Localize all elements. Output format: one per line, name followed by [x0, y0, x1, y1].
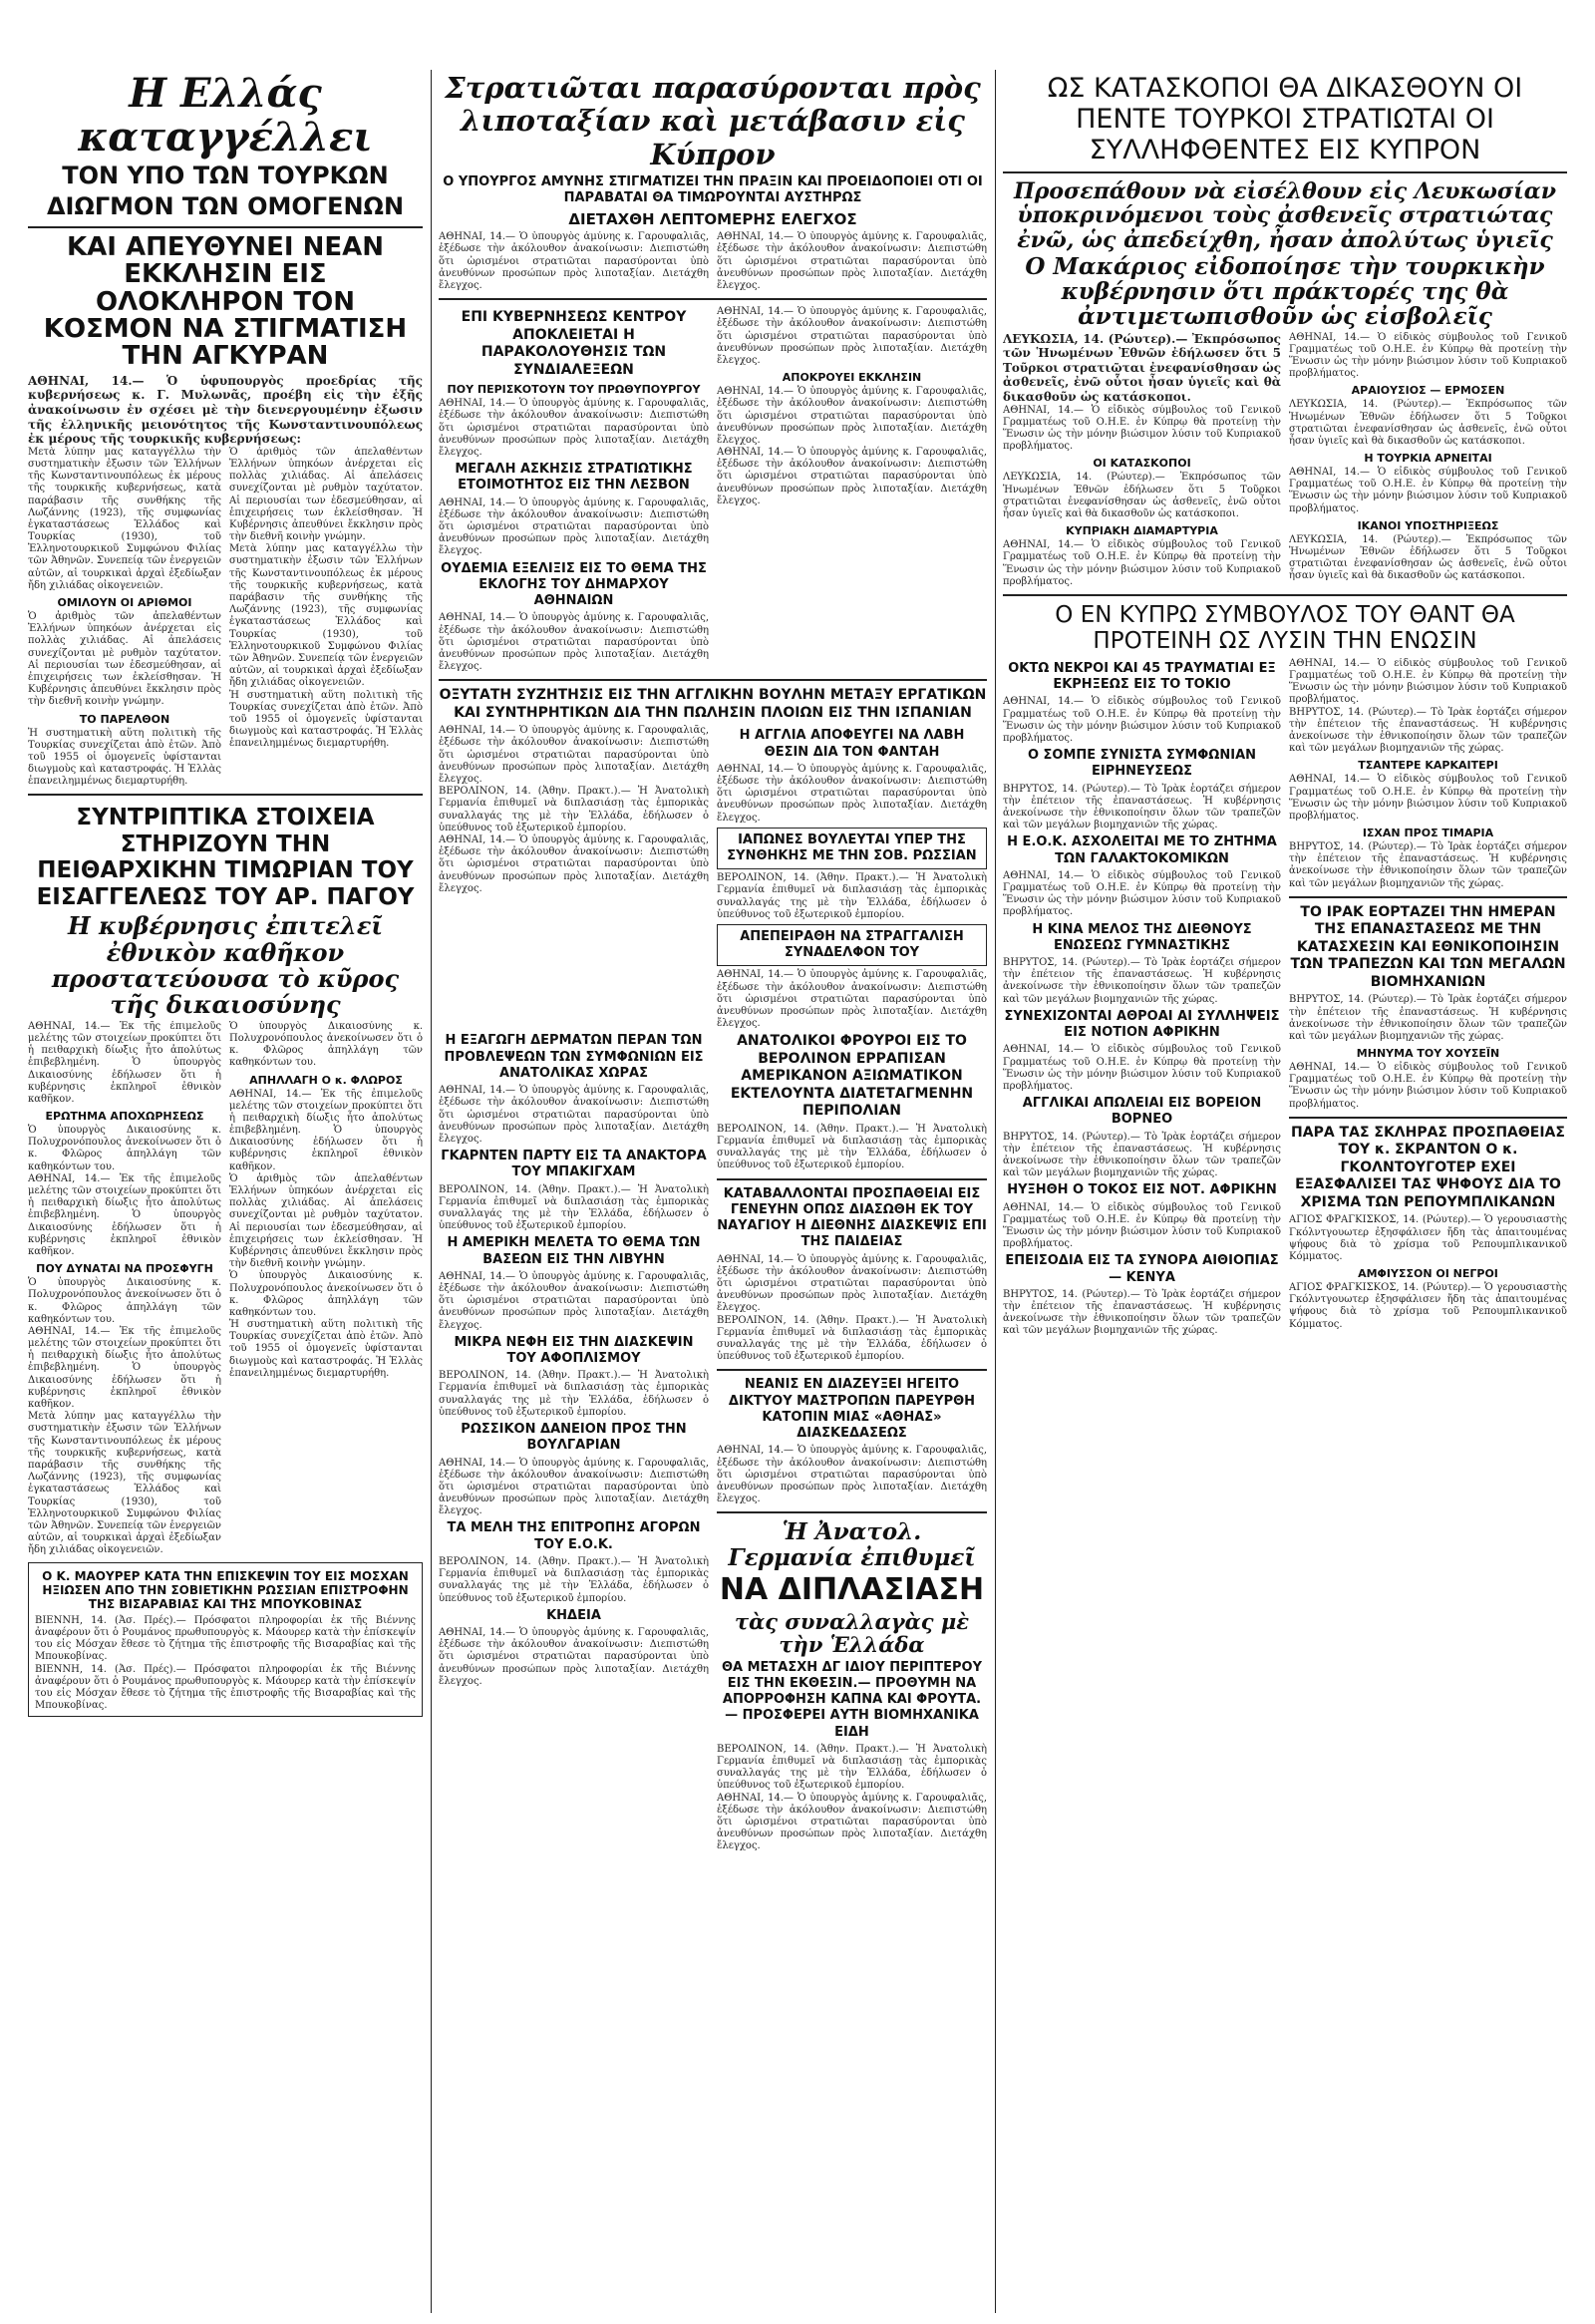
article-body: ΑΘΗΝΑΙ, 14.— Ἐκ τῆς ἐπιμελοῦς μελέτης τῶν στοιχείων προκύπτει ὅτι ἡ πειθαρχικὴ δίωξις ἦτο ἀπολύτως ἐπιβεβλημένη. Ὁ ὑπουργὸς Δικαιοσύνης ἐδήλωσεν ὅτι ἡ κυβέρνησις ἐκπληροῖ ἐθνικὸν καθῆκον. [28, 1172, 221, 1257]
news-col-a [439, 725, 709, 1030]
headline-eec-dairy: Η Ε.Ο.Κ. ΑΣΧΟΛΕΙΤΑΙ ΜΕ ΤΟ ΖΗΤΗΜΑ ΤΩΝ ΓΑΛΑΚΤΟΚΟΜΙΚΩΝ [1007, 834, 1277, 866]
headline-disarmament: ΜΙΚΡΑ ΝΕΦΗ ΕΙΣ ΤΗΝ ΔΙΑΣΚΕΨΙΝ ΤΟΥ ΑΦΟΠΛΙΣΜΟΥ [454, 1334, 694, 1367]
article-columns [28, 447, 423, 789]
article-body: ΛΕΥΚΩΣΙΑ, 14. (Ρώυτερ).— Ἐκπρόσωπος τῶν Ἡνωμένων Ἐθνῶν ἐδήλωσεν ὅτι 5 Τοῦρκοι στρατιῶται ἐνεφανίσθησαν ὡς ἀσθενεῖς, ἐνῶ οὗτοι ἦσαν ὑγιεῖς καὶ θὰ δικασθοῦν ὡς κατάσκοποι. [1289, 399, 1567, 447]
article-body: Ἡ συστηματικὴ αὕτη πολιτικὴ τῆς Τουρκίας συνεχίζεται ἀπὸ ἐτῶν. Ἀπὸ τοῦ 1955 οἱ ὁμογενεῖς ὑφίστανται διωγμοὺς καὶ καταστροφάς. Ἡ Ἑλλὰς ἐπανειλημμένως διεμαρτυρήθη. [229, 1319, 423, 1379]
headline-borneo: ΑΓΓΛΙΚΑΙ ΑΠΩΛΕΙΑΙ ΕΙΣ ΒΟΡΕΙΟΝ ΒΟΡΝΕΟ [1022, 1096, 1262, 1128]
headline-iraq: ΤΟ ΙΡΑΚ ΕΟΡΤΑΖΕΙ ΤΗΝ ΗΜΕΡΑΝ ΤΗΣ ΕΠΑΝΑΣΤΑΣΕΩΣ ΜΕ ΤΗΝ ΚΑΤΑΣΧΕΣΙΝ ΚΑΙ ΕΘΝΙΚΟΠΟΙΗΣΙΝ ΤΩΝ ΤΡΑΠΕΖΩΝ ΚΑΙ ΤΩΝ ΜΕΓΑΛΩΝ ΒΙΟΜΗΧΑΝΙΩΝ [1290, 903, 1566, 990]
article-body: ΒΙΕΝΝΗ, 14. (Ἀσ. Πρές).— Πρόσφατοι πληροφορίαι ἐκ τῆς Βιέννης ἀναφέρουν ὅτι ὁ Ρουμάνος πρωθυπουργὸς κ. Μάουρερ κατὰ τὴν ἐπίσκεψίν του εἰς Μόσχαν ἔθεσε τὸ ζήτημα τῆς ἐπιστροφῆς τῆς Βισαραβίας καὶ τῆς Μπουκοβίνας. [35, 1614, 416, 1663]
subhead: ΙΣΧΑΝ ΠΡΟΣ ΤΙΜΑΡΙΑ [1362, 827, 1494, 840]
article-body: ΒΕΡΟΛΙΝΟΝ, 14. (Ἀθην. Πρακτ.).— Ἡ Ἀνατολικὴ Γερμανία ἐπιθυμεῖ νὰ διπλασιάσῃ τὰς ἐμπορικὰς συναλλαγάς της μὲ τὴν Ἑλλάδα, ἐδήλωσεν ὁ ὑπεύθυνος τοῦ ἐξωτερικοῦ ἐμπορίου. [439, 1183, 709, 1232]
article-body: ΛΕΥΚΩΣΙΑ, 14. (Ρώυτερ).— Ἐκπρόσωπος τῶν Ἡνωμένων Ἐθνῶν ἐδήλωσεν ὅτι 5 Τοῦρκοι στρατιῶται ἐνεφανίσθησαν ὡς ἀσθενεῖς, ἐνῶ οὗτοι ἦσαν ὑγιεῖς καὶ θὰ δικασθοῦν ὡς κατάσκοποι. [1289, 533, 1567, 582]
news-columns [439, 725, 987, 1030]
article-body: Ἡ συστηματικὴ αὕτη πολιτικὴ τῆς Τουρκίας συνεχίζεται ἀπὸ ἐτῶν. Ἀπὸ τοῦ 1955 οἱ ὁμογενεῖς ὑφίστανται διωγμοὺς καὶ καταστροφάς. Ἡ Ἑλλὰς ἐπανειλημμένως διεμαρτυρήθη. [28, 727, 221, 788]
article-body: ΒΕΡΟΛΙΝΟΝ, 14. (Ἀθην. Πρακτ.).— Ἡ Ἀνατολικὴ Γερμανία ἐπιθυμεῖ νὰ διπλασιάσῃ τὰς ἐμπορικὰς συναλλαγάς της μὲ τὴν Ἑλλάδα, ἐδήλωσεν ὁ ὑπεύθυνος τοῦ ἐξωτερικοῦ ἐμπορίου. [717, 1123, 987, 1171]
headline-mayor: ΟΥΔΕΜΙΑ ΕΞΕΛΙΞΙΣ ΕΙΣ ΤΟ ΘΕΜΑ ΤΗΣ ΕΚΛΟΓΗΣ ΤΟΥ ΔΗΜΑΡΧΟΥ ΑΘΗΝΑΙΩΝ [441, 560, 707, 609]
article-col-b [229, 447, 423, 789]
divider [439, 298, 987, 300]
article-col-a [28, 1021, 221, 1557]
article-body: ΑΘΗΝΑΙ, 14.— Ὁ ὑπουργὸς ἀμύνης κ. Γαρουφαλιᾶς, ἐξέδωσε τὴν ἀκόλουθον ἀνακοίνωσιν: Διεπιστώθη ὅτι ὠρισμένοι στρατιῶται παρασύρονται ὑπὸ ἀνευθύνων προσώπων πρὸς λιποταξίαν. Διετάχθη ἔλεγχος. [717, 231, 987, 292]
article-body: ΒΕΡΟΛΙΝΟΝ, 14. (Ἀθην. Πρακτ.).— Ἡ Ἀνατολικὴ Γερμανία ἐπιθυμεῖ νὰ διπλασιάσῃ τὰς ἐμπορικὰς συναλλαγάς της μὲ τὴν Ἑλλάδα, ἐδήλωσεν ὁ ὑπεύθυνος τοῦ ἐξωτερικοῦ ἐμπορίου. [717, 872, 987, 920]
divider [1289, 896, 1567, 898]
article-body: ΒΗΡΥΤΟΣ, 14. (Ρώυτερ).— Τὸ Ἰρὰκ ἑορτάζει σήμερον τὴν ἐπέτειον τῆς ἐπαναστάσεως. Ἡ κυβέρνησις ἀνεκοίνωσε τὴν ἐθνικοποίησιν ὅλων τῶν τραπεζῶν καὶ τῶν μεγάλων βιομηχανιῶν τῆς χώρας. [1289, 994, 1567, 1042]
article-body: ΒΕΡΟΛΙΝΟΝ, 14. (Ἀθην. Πρακτ.).— Ἡ Ἀνατολικὴ Γερμανία ἐπιθυμεῖ νὰ διπλασιάσῃ τὰς ἐμπορικὰς συναλλαγάς της μὲ τὴν Ἑλλάδα, ἐδήλωσεν ὁ ὑπεύθυνος τοῦ ἐξωτερικοῦ ἐμπορίου. [439, 786, 709, 833]
subhead: ΤΟ ΠΑΡΕΛΘΟΝ [79, 712, 170, 726]
article-body: ΑΘΗΝΑΙ, 14.— Ἐκ τῆς ἐπιμελοῦς μελέτης τῶν στοιχείων προκύπτει ὅτι ἡ πειθαρχικὴ δίωξις ἦτο ἀπολύτως ἐπιβεβλημένη. Ὁ ὑπουργὸς Δικαιοσύνης ἐδήλωσεν ὅτι ἡ κυβέρνησις ἐκπληροῖ ἐθνικὸν καθῆκον. [28, 1325, 221, 1411]
article-body: ΑΘΗΝΑΙ, 14.— Ὁ εἰδικὸς σύμβουλος τοῦ Γενικοῦ Γραμματέως τοῦ Ο.Η.Ε. ἐν Κύπρῳ θὰ προτείνῃ τὴν Ἕνωσιν ὡς τὴν μόνην βιώσιμον λύσιν τοῦ Κυπριακοῦ προβλήματος. [1289, 1062, 1567, 1110]
column-divider [431, 70, 432, 2313]
article-lead: ΑΘΗΝΑΙ, 14.— Ὁ ὑφυπουργὸς προεδρίας τῆς κυβερνήσεως κ. Γ. Μυλωνᾶς, προέβη εἰς τὴν ἑξῆς ἀνακοίνωσιν ἐν σχέσει μὲ τὴν διενεργουμένην ἐξωσιν τῆς ἑλληνικῆς μειονότητος τῆς Κωνσταντινουπόλεως ἐκ μέρους τῆς τουρκικῆς κυβερνήσεως: [28, 373, 423, 447]
article-turkish-spies [1003, 70, 1567, 588]
article-body: ΑΘΗΝΑΙ, 14.— Ὁ ὑπουργὸς ἀμύνης κ. Γαρουφαλιᾶς, ἐξέδωσε τὴν ἀκόλουθον ἀνακοίνωσιν: Διεπιστώθη ὅτι ὠρισμένοι στρατιῶται παρασύρονται ὑπὸ ἀνευθύνων προσώπων πρὸς λιποταξίαν. Διετάχθη ἔλεγχος. [439, 725, 709, 786]
boxed-article-maurer [28, 1562, 423, 1717]
headline-deserters: Στρατιῶται παρασύρονται πρὸς λιποταξίαν καὶ μετάβασιν εἰς Κύπρον [445, 71, 981, 171]
subhead: ΚΥΠΡΙΑΚΗ ΔΙΑΜΑΡΤΥΡΙΑ [1066, 524, 1218, 538]
headline-east-germany: Ἡ Ἀνατολ. Γερμανία ἐπιθυμεῖ [728, 1518, 976, 1571]
subhead: ΑΠΟΚΡΟΥΕΙ ΕΚΚΛΗΣΙΝ [782, 371, 922, 385]
headline-russian-loan: ΡΩΣΣΙΚΟΝ ΔΑΝΕΙΟΝ ΠΡΟΣ ΤΗΝ ΒΟΥΛΓΑΡΙΑΝ [461, 1422, 687, 1454]
headline-south-africa-arrests: ΣΥΝΕΧΙΖΟΝΤΑΙ ΑΘΡΟΑΙ ΑΙ ΣΥΛΛΗΨΕΙΣ ΕΙΣ ΝΟΤΙΟΝ ΑΦΡΙΚΗΝ [1004, 1008, 1280, 1041]
headline-nicosia: Προσεπάθουν νὰ εἰσέλθουν εἰς Λευκωσίαν ὑποκρινόμενοι τοὺς ἀσθενεῖς στρατιώτας ἐνῶ, ὡς ἀπεδείχθη, ἦσαν ἀπολύτως ὑγιεῖς [1014, 178, 1556, 253]
article-body: Ἡ συστηματικὴ αὕτη πολιτικὴ τῆς Τουρκίας συνεχίζεται ἀπὸ ἐτῶν. Ἀπὸ τοῦ 1955 οἱ ὁμογενεῖς ὑφίστανται διωγμοὺς καὶ καταστροφάς. Ἡ Ἑλλὰς ἐπανειλημμένως διεμαρτυρήθη. [229, 689, 423, 750]
headline-government-duty: Η κυβέρνησις ἐπιτελεῖ ἐθνικὸν καθῆκον προστατεύουσα τὸ κῦρος τῆς δικαιοσύνης [51, 911, 400, 1020]
news-columns [1003, 658, 1567, 1338]
article-body: ΑΘΗΝΑΙ, 14.— Ὁ εἰδικὸς σύμβουλος τοῦ Γενικοῦ Γραμματέως τοῦ Ο.Η.Ε. ἐν Κύπρῳ θὰ προτείνῃ τὴν Ἕνωσιν ὡς τὴν μόνην βιώσιμον λύσιν τοῦ Κυπριακοῦ προβλήματος. [1003, 1044, 1281, 1092]
news-col-b [717, 306, 987, 673]
article-deserters [439, 70, 987, 292]
article-body: Ὁ ἀριθμὸς τῶν ἀπελαθέντων Ἑλλήνων ὑπηκόων ἀνέρχεται εἰς πολλὰς χιλιάδας. Αἱ ἀπελάσεις συνεχίζονται μὲ ρυθμὸν ταχύτατον. Αἱ περιουσίαι των ἐδεσμεύθησαν, αἱ ἐπιχειρήσεις των ἐκλείσθησαν. Ἡ Κυβέρνησις ἀπευθύνει ἔκκλησιν πρὸς τὴν διεθνῆ κοινὴν γνώμην. [229, 446, 423, 543]
article-body: ΑΘΗΝΑΙ, 14.— Ὁ ὑπουργὸς ἀμύνης κ. Γαρουφαλιᾶς, ἐξέδωσε τὴν ἀκόλουθον ἀνακοίνωσιν: Διεπιστώθη ὅτι ὠρισμένοι στρατιῶται παρασύρονται ὑπὸ ἀνευθύνων προσώπων πρὸς λιποταξίαν. Διετάχθη ἔλεγχος. [439, 231, 709, 292]
headline-tokyo-explosion: ΟΚΤΩ ΝΕΚΡΟΙ ΚΑΙ 45 ΤΡΑΥΜΑΤΙΑΙ ΕΞ ΕΚΡΗΞΕΩΣ ΕΙΣ ΤΟ ΤΟΚΙΟ [1008, 660, 1276, 693]
right-column [1003, 70, 1567, 2313]
article-body: ΑΓΙΟΣ ΦΡΑΓΚΙΣΚΟΣ, 14. (Ρώυτερ).— Ὁ γερουσιαστὴς Γκόλντγουωτερ ἐξησφάλισεν ἤδη τὰς ἀπαιτουμένας ψήφους διὰ τὸ χρίσμα τοῦ Ρεπουμπλικανικοῦ Κόμματος. [1289, 1282, 1567, 1330]
subhead: ΠΟΥ ΔΥΝΑΤΑΙ ΝΑ ΠΡΟΣΦΥΓΗ [36, 1262, 213, 1276]
subhead: ΜΗΝΥΜΑ ΤΟΥ ΧΟΥΣΕΪΝ [1356, 1047, 1500, 1061]
article-body: ΑΘΗΝΑΙ, 14.— Ὁ ὑπουργὸς ἀμύνης κ. Γαρουφαλιᾶς, ἐξέδωσε τὴν ἀκόλουθον ἀνακοίνωσιν: Διεπιστώθη ὅτι ὠρισμένοι στρατιῶται παρασύρονται ὑπὸ ἀνευθύνων προσώπων πρὸς λιποταξίαν. Διετάχθη ἔλεγχος. [439, 398, 709, 458]
article-columns [28, 1021, 423, 1557]
news-col-a [1003, 658, 1281, 1338]
article-lead: ΛΕΥΚΩΣΙΑ, 14. (Ρώυτερ).— Ἐκπρόσωπος τῶν Ἡνωμένων Ἐθνῶν ἐδήλωσεν ὅτι 5 Τοῦρκοι στρατιῶται ἐνεφανίσθησαν ὡς ἀσθενεῖς, ἐνῶ οὗτοι ἦσαν ὑγιεῖς καὶ θὰ δικασθοῦν ὡς κατάσκοποι. [1003, 331, 1281, 405]
article-body: ΑΘΗΝΑΙ, 14.— Ὁ ὑπουργὸς ἀμύνης κ. Γαρουφαλιᾶς, ἐξέδωσε τὴν ἀκόλουθον ἀνακοίνωσιν: Διεπιστώθη ὅτι ὠρισμένοι στρατιῶται παρασύρονται ὑπὸ ἀνευθύνων προσώπων πρὸς λιποταξίαν. Διετάχθη ἔλεγχος. [717, 306, 987, 366]
article-body: ΒΗΡΥΤΟΣ, 14. (Ρώυτερ).— Τὸ Ἰρὰκ ἑορτάζει σήμερον τὴν ἐπέτειον τῆς ἐπαναστάσεως. Ἡ κυβέρνησις ἀνεκοίνωσε τὴν ἐθνικοποίησιν ὅλων τῶν τραπεζῶν καὶ τῶν μεγάλων βιομηχανιῶν τῆς χώρας. [1289, 841, 1567, 889]
headline-maurer: Ο Κ. ΜΑΟΥΡΕΡ ΚΑΤΑ ΤΗΝ ΕΠΙΣΚΕΨΙΝ ΤΟΥ ΕΙΣ ΜΟΣΧΑΝ ΗΞΙΩΣΕΝ ΑΠΟ ΤΗΝ ΣΟΒΙΕΤΙΚΗΝ ΡΩΣΣΙΑΝ ΕΠΙΣΤΡΟΦΗΝ ΤΗΣ ΒΙΣΑΡΑΒΙΑΣ ΚΑΙ ΤΗΣ ΜΠΟΥΚΟΒΙΝΑΣ [42, 1569, 409, 1612]
news-col-a [439, 306, 709, 673]
headline-ethiopia-kenya: ΕΠΕΙΣΟΔΙΑ ΕΙΣ ΤΑ ΣΥΝΟΡΑ ΑΙΘΙΟΠΙΑΣ — ΚΕΝΥΑ [1005, 1253, 1279, 1285]
headline-berlin-guards: ΑΝΑΤΟΛΙΚΟΙ ΦΡΟΥΡΟΙ ΕΙΣ ΤΟ ΒΕΡΟΛΙΝΟΝ ΕΡΡΑΠΙΣΑΝ ΑΜΕΡΙΚΑΝΟΝ ΑΞΙΩΜΑΤΙΚΟΝ ΕΚΤΕΛΟΥΝΤΑ ΔΙΑΤΕΤΑΓΜΕΝΗΝ ΠΕΡΙΠΟΛΙΑΝ [730, 1033, 974, 1120]
article-body: ΑΘΗΝΑΙ, 14.— Ὁ εἰδικὸς σύμβουλος τοῦ Γενικοῦ Γραμματέως τοῦ Ο.Η.Ε. ἐν Κύπρῳ θὰ προτείνῃ τὴν Ἕνωσιν ὡς τὴν μόνην βιώσιμον λύσιν τοῦ Κυπριακοῦ προβλήματος. [1003, 539, 1281, 587]
article-body: ΑΘΗΝΑΙ, 14.— Ὁ ὑπουργὸς ἀμύνης κ. Γαρουφαλιᾶς, ἐξέδωσε τὴν ἀκόλουθον ἀνακοίνωσιν: Διεπιστώθη ὅτι ὠρισμένοι στρατιῶται παρασύρονται ὑπὸ ἀνευθύνων προσώπων πρὸς λιποταξίαν. Διετάχθη ἔλεγχος. [439, 1270, 709, 1331]
subhead: ΠΟΥ ΠΕΡΙΣΚΟΤΟΥΝ ΤΟΥ ΠΡΩΘΥΠΟΥΡΓΟΥ [447, 383, 701, 397]
article-body: ΑΘΗΝΑΙ, 14.— Ὁ εἰδικὸς σύμβουλος τοῦ Γενικοῦ Γραμματέως τοῦ Ο.Η.Ε. ἐν Κύπρῳ θὰ προτείνῃ τὴν Ἕνωσιν ὡς τὴν μόνην βιώσιμον λύσιν τοῦ Κυπριακοῦ προβλήματος. [1289, 331, 1567, 380]
article-body: ΒΕΡΟΛΙΝΟΝ, 14. (Ἀθην. Πρακτ.).— Ἡ Ἀνατολικὴ Γερμανία ἐπιθυμεῖ νὰ διπλασιάσῃ τὰς ἐμπορικὰς συναλλαγάς της μὲ τὴν Ἑλλάδα, ἐδήλωσεν ὁ ὑπεύθυνος τοῦ ἐξωτερικοῦ ἐμπορίου. [439, 1555, 709, 1604]
article-body: ΒΕΡΟΛΙΝΟΝ, 14. (Ἀθην. Πρακτ.).— Ἡ Ἀνατολικὴ Γερμανία ἐπιθυμεῖ νὰ διπλασιάσῃ τὰς ἐμπορικὰς συναλλαγάς της μὲ τὴν Ἑλλάδα, ἐδήλωσεν ὁ ὑπεύθυνος τοῦ ἐξωτερικοῦ ἐμπορίου. [717, 1314, 987, 1363]
middle-column [439, 70, 987, 2313]
subhead: ΟΙ ΚΑΤΑΣΚΟΠΟΙ [1093, 457, 1191, 471]
article-columns [439, 231, 987, 292]
headline-makarios: Ο Μακάριος εἰδοποίησε τὴν τουρκικὴν κυβέρνησιν ὅτι πράκτορές της θὰ ἀντιμετωπισθοῦν ὡς εἰσβολεῖς [1025, 252, 1545, 331]
article-body: ΒΗΡΥΤΟΣ, 14. (Ρώυτερ).— Τὸ Ἰρὰκ ἑορτάζει σήμερον τὴν ἐπέτειον τῆς ἐπαναστάσεως. Ἡ κυβέρνησις ἀνεκοίνωσε τὴν ἐθνικοποίησιν ὅλων τῶν τραπεζῶν καὶ τῶν μεγάλων βιομηχανιῶν τῆς χώρας. [1289, 706, 1567, 755]
article-body: ΛΕΥΚΩΣΙΑ, 14. (Ρώυτερ).— Ἐκπρόσωπος τῶν Ἡνωμένων Ἐθνῶν ἐδήλωσεν ὅτι 5 Τοῦρκοι στρατιῶται ἐνεφανίσθησαν ὡς ἀσθενεῖς, ἐνῶ οὗτοι ἦσαν ὑγιεῖς καὶ θὰ δικασθοῦν ὡς κατάσκοποι. [1003, 472, 1281, 520]
article-columns [1003, 332, 1567, 588]
divider [439, 679, 987, 681]
headline-double: ΝΑ ΔΙΠΛΑΣΙΑΣΗ [719, 1571, 985, 1607]
headline-japanese-mps: ΙΑΠΩΝΕΣ ΒΟΥΛΕΥΤΑΙ ΥΠΕΡ ΤΗΣ ΣΥΝΘΗΚΗΣ ΜΕ ΤΗΝ ΣΟΒ. ΡΩΣΣΙΑΝ [717, 828, 987, 870]
headline-leather-export: Η ΕΞΑΓΩΓΗ ΔΕΡΜΑΤΩΝ ΠΕΡΑΝ ΤΩΝ ΠΡΟΒΛΕΨΕΩΝ ΤΩΝ ΣΥΜΦΩΝΙΩΝ ΕΙΣ ΑΝΑΤΟΛΙΚΑΣ ΧΩΡΑΣ [444, 1033, 704, 1081]
news-col-b [717, 1030, 987, 1852]
article-body: ΑΘΗΝΑΙ, 14.— Ὁ ὑπουργὸς ἀμύνης κ. Γαρουφαλιᾶς, ἐξέδωσε τὴν ἀκόλουθον ἀνακοίνωσιν: Διεπιστώθη ὅτι ὠρισμένοι στρατιῶται παρασύρονται ὑπὸ ἀνευθύνων προσώπων πρὸς λιποταξίαν. Διετάχθη ἔλεγχος. [717, 386, 987, 446]
subhead: ΑΠΗΛΛΑΓΗ Ο κ. ΦΛΩΡΟΣ [249, 1073, 403, 1087]
article-body: ΒΙΕΝΝΗ, 14. (Ἀσ. Πρές).— Πρόσφατοι πληροφορίαι ἐκ τῆς Βιέννης ἀναφέρουν ὅτι ὁ Ρουμάνος πρωθυπουργὸς κ. Μάουρερ κατὰ τὴν ἐπίσκεψίν του εἰς Μόσχαν ἔθεσε τὸ ζήτημα τῆς ἐπιστροφῆς τῆς Βισαραβίας καὶ τῆς Μπουκοβίνας. [35, 1663, 416, 1712]
article-body: ΑΘΗΝΑΙ, 14.— Ὁ ὑπουργὸς ἀμύνης κ. Γαρουφαλιᾶς, ἐξέδωσε τὴν ἀκόλουθον ἀνακοίνωσιν: Διεπιστώθη ὅτι ὠρισμένοι στρατιῶται παρασύρονται ὑπὸ ἀνευθύνων προσώπων πρὸς λιποταξίαν. Διετάχθη ἔλεγχος. [717, 1792, 987, 1852]
article-body: ΑΘΗΝΑΙ, 14.— Ὁ ὑπουργὸς ἀμύνης κ. Γαρουφαλιᾶς, ἐξέδωσε τὴν ἀκόλουθον ἀνακοίνωσιν: Διεπιστώθη ὅτι ὠρισμένοι στρατιῶται παρασύρονται ὑπὸ ἀνευθύνων προσώπων πρὸς λιποταξίαν. Διετάχθη ἔλεγχος. [439, 1457, 709, 1517]
article-body: ΑΓΙΟΣ ΦΡΑΓΚΙΣΚΟΣ, 14. (Ρώυτερ).— Ὁ γερουσιαστὴς Γκόλντγουωτερ ἐξησφάλισεν ἤδη τὰς ἀπαιτουμένας ψήφους διὰ τὸ χρίσμα τοῦ Ρεπουμπλικανικοῦ Κόμματος. [1289, 1214, 1567, 1262]
divider [1003, 594, 1567, 596]
article-body: ΑΘΗΝΑΙ, 14.— Ὁ εἰδικὸς σύμβουλος τοῦ Γενικοῦ Γραμματέως τοῦ Ο.Η.Ε. ἐν Κύπρῳ θὰ προτείνῃ τὴν Ἕνωσιν ὡς τὴν μόνην βιώσιμον λύσιν τοῦ Κυπριακοῦ προβλήματος. [1289, 657, 1567, 706]
news-columns [439, 1030, 987, 1852]
article-body: ΑΘΗΝΑΙ, 14.— Ὁ ὑπουργὸς ἀμύνης κ. Γαρουφαλιᾶς, ἐξέδωσε τὴν ἀκόλουθον ἀνακοίνωσιν: Διεπιστώθη ὅτι ὠρισμένοι στρατιῶται παρασύρονται ὑπὸ ἀνευθύνων προσώπων πρὸς λιποταξίαν. Διετάχθη ἔλεγχος. [717, 447, 987, 506]
article-col-a [439, 231, 709, 292]
article-body: ΒΗΡΥΤΟΣ, 14. (Ρώυτερ).— Τὸ Ἰρὰκ ἑορτάζει σήμερον τὴν ἐπέτειον τῆς ἐπαναστάσεως. Ἡ κυβέρνησις ἀνεκοίνωσε τὴν ἐθνικοποίησιν ὅλων τῶν τραπεζῶν καὶ τῶν μεγάλων βιομηχανιῶν τῆς χώρας. [1003, 1131, 1281, 1179]
subhead: ΤΣΑΝΤΕΡΕ ΚΑΡΚΑΙΤΕΡΙ [1358, 759, 1498, 773]
headline-eec-committee: ΤΑ ΜΕΛΗ ΤΗΣ ΕΠΙΤΡΟΠΗΣ ΑΓΟΡΩΝ ΤΟΥ Ε.Ο.Κ. [447, 1520, 701, 1552]
article-body: Ὁ ὑπουργὸς Δικαιοσύνης κ. Πολυχρονόπουλος ἀνεκοίνωσεν ὅτι ὁ κ. Φλῶρος ἀπηλλάγη τῶν καθηκόντων του. [28, 1125, 221, 1172]
article-body: ΒΗΡΥΤΟΣ, 14. (Ρώυτερ).— Τὸ Ἰρὰκ ἑορτάζει σήμερον τὴν ἐπέτειον τῆς ἐπαναστάσεως. Ἡ κυβέρνησις ἀνεκοίνωσε τὴν ἐθνικοποίησιν ὅλων τῶν τραπεζῶν καὶ τῶν μεγάλων βιομηχανιῶν τῆς χώρας. [1003, 957, 1281, 1005]
article-body: ΑΘΗΝΑΙ, 14.— Ὁ ὑπουργὸς ἀμύνης κ. Γαρουφαλιᾶς, ἐξέδωσε τὴν ἀκόλουθον ἀνακοίνωσιν: Διεπιστώθη ὅτι ὠρισμένοι στρατιῶται παρασύρονται ὑπὸ ἀνευθύνων προσώπων πρὸς λιποταξίαν. Διετάχθη ἔλεγχος. [717, 1445, 987, 1505]
article-body: Ὁ ὑπουργὸς Δικαιοσύνης κ. Πολυχρονόπουλος ἀνεκοίνωσεν ὅτι ὁ κ. Φλῶρος ἀπηλλάγη τῶν καθηκόντων του. [28, 1277, 221, 1325]
headline-garden-party: ΓΚΑΡΝΤΕΝ ΠΑΡΤΥ ΕΙΣ ΤΑ ΑΝΑΚΤΟΡΑ ΤΟΥ ΜΠΑΚΙΓΧΑΜ [441, 1149, 707, 1180]
headline-lesvos: ΜΕΓΑΛΗ ΑΣΚΗΣΙΣ ΣΤΡΑΤΙΩΤΙΚΗΣ ΕΤΟΙΜΟΤΗΤΟΣ ΕΙΣ ΤΗΝ ΛΕΣΒΟΝ [455, 462, 693, 494]
article-body: ΒΗΡΥΤΟΣ, 14. (Ρώυτερ).— Τὸ Ἰρὰκ ἑορτάζει σήμερον τὴν ἐπέτειον τῆς ἐπαναστάσεως. Ἡ κυβέρνησις ἀνεκοίνωσε τὴν ἐθνικοποίησιν ὅλων τῶν τραπεζῶν καὶ τῶν μεγάλων βιομηχανιῶν τῆς χώρας. [1003, 783, 1281, 831]
headline-turkish: ΤΟΝ ΥΠΟ ΤΩΝ ΤΟΥΡΚΩΝ [62, 162, 389, 189]
subheadline: Ο ΥΠΟΥΡΓΟΣ ΑΜΥΝΗΣ ΣΤΙΓΜΑΤΙΖΕΙ ΤΗΝ ΠΡΑΞΙΝ ΚΑΙ ΠΡΟΕΙΔΟΠΟΙΕΙ ΟΤΙ ΟΙ ΠΑΡΑΒΑΤΑΙ ΘΑ ΤΙΜΩΡΟΥΝΤΑΙ ΑΥΣΤΗΡΩΣ [443, 174, 983, 206]
article-body: ΑΘΗΝΑΙ, 14.— Ὁ ὑπουργὸς ἀμύνης κ. Γαρουφαλιᾶς, ἐξέδωσε τὴν ἀκόλουθον ἀνακοίνωσιν: Διεπιστώθη ὅτι ὠρισμένοι στρατιῶται παρασύρονται ὑπὸ ἀνευθύνων προσώπων πρὸς λιποταξίαν. Διετάχθη ἔλεγχος. [439, 1085, 709, 1145]
column-divider [995, 70, 996, 2313]
article-col-b [717, 231, 987, 292]
headline-british-parliament: ΟΞΥΤΑΤΗ ΣΥΖΗΤΗΣΙΣ ΕΙΣ ΤΗΝ ΑΓΓΛΙΚΗΝ ΒΟΥΛΗΝ ΜΕΤΑΞΥ ΕΡΓΑΤΙΚΩΝ ΚΑΙ ΣΥΝΤΗΡΗΤΙΚΩΝ ΔΙΑ ΤΗΝ ΠΩΛΗΣΙΝ ΠΛΟΙΩΝ ΕΙΣ ΤΗΝ ΙΣΠΑΝΙΑΝ [439, 687, 987, 721]
subhead: ΟΜΙΛΟΥΝ ΟΙ ΑΡΙΘΜΟΙ [57, 596, 192, 610]
news-col-b [717, 725, 987, 1030]
article-body: Μετὰ λύπην μας καταγγέλλω τὴν συστηματικὴν ἐξωσιν τῶν Ἑλλήνων τῆς Κωνσταντινουπόλεως ἐκ μέρους τῆς τουρκικῆς κυβερνήσεως, κατὰ παράβασιν τῆς συνθήκης τῆς Λωζάννης (1923), τῆς συμφωνίας ἐγκαταστάσεως Ἑλλάδος καὶ Τουρκίας (1930), τοῦ Ἑλληνοτουρκικοῦ Συμφώνου Φιλίας τῶν Ἀθηνῶν. Συνεπείᾳ τῶν ἐνεργειῶν αὐτῶν, αἱ τουρκικαὶ ἀρχαὶ ἐξεδίωξαν ἤδη χιλιάδας οἰκογενειῶν. [28, 1411, 221, 1556]
divider [717, 1511, 987, 1513]
subheadline: ΘΑ ΜΕΤΑΣΧΗ ΔΓ ΙΔΙΟΥ ΠΕΡΙΠΤΕΡΟΥ ΕΙΣ ΤΗΝ ΕΚΘΕΣΙΝ.— ΠΡΟΘΥΜΗ ΝΑ ΑΠΟΡΡΟΦΗΣΗ ΚΑΠΝΑ ΚΑΙ ΦΡΟΥΤΑ.— ΠΡΟΣΦΕΡΕΙ ΑΥΤΗ ΒΙΟΜΗΧΑΝΙΚΑ ΕΙΔΗ [721, 1659, 983, 1740]
article-body: Ὁ ἀριθμὸς τῶν ἀπελαθέντων Ἑλλήνων ὑπηκόων ἀνέρχεται εἰς πολλὰς χιλιάδας. Αἱ ἀπελάσεις συνεχίζονται μὲ ρυθμὸν ταχύτατον. Αἱ περιουσίαι των ἐδεσμεύθησαν, αἱ ἐπιχειρήσεις των ἐκλείσθησαν. Ἡ Κυβέρνησις ἀπευθύνει ἔκκλησιν πρὸς τὴν διεθνῆ κοινὴν γνώμην. [28, 611, 221, 708]
subhead: ΕΡΩΤΗΜΑ ΑΠΟΧΩΡΗΣΕΩΣ [45, 1110, 204, 1124]
subhead: Η ΤΟΥΡΚΙΑ ΑΡΝΕΙΤΑΙ [1364, 452, 1492, 466]
article-body: ΑΘΗΝΑΙ, 14.— Ὁ ὑπουργὸς ἀμύνης κ. Γαρουφαλιᾶς, ἐξέδωσε τὴν ἀκόλουθον ἀνακοίνωσιν: Διεπιστώθη ὅτι ὠρισμένοι στρατιῶται παρασύρονται ὑπὸ ἀνευθύνων προσώπων πρὸς λιποταξίαν. Διετάχθη ἔλεγχος. [439, 612, 709, 673]
headline-funeral: ΚΗΔΕΙΑ [546, 1607, 601, 1623]
article-body: ΑΘΗΝΑΙ, 14.— Ὁ ὑπουργὸς ἀμύνης κ. Γαρουφαλιᾶς, ἐξέδωσε τὴν ἀκόλουθον ἀνακοίνωσιν: Διεπιστώθη ὅτι ὠρισμένοι στρατιῶται παρασύρονται ὑπὸ ἀνευθύνων προσώπων πρὸς λιποταξίαν. Διετάχθη ἔλεγχος. [439, 833, 709, 894]
headline-china-gymnastics: Η ΚΙΝΑ ΜΕΛΟΣ ΤΗΣ ΔΙΕΘΝΟΥΣ ΕΝΩΣΕΩΣ ΓΥΜΝΑΣΤΙΚΗΣ [1032, 921, 1252, 953]
article-body: ΑΘΗΝΑΙ, 14.— Ὁ ὑπουργὸς ἀμύνης κ. Γαρουφαλιᾶς, ἐξέδωσε τὴν ἀκόλουθον ἀνακοίνωσιν: Διεπιστώθη ὅτι ὠρισμένοι στρατιῶται παρασύρονται ὑπὸ ἀνευθύνων προσώπων πρὸς λιποταξίαν. Διετάχθη ἔλεγχος. [439, 1626, 709, 1687]
article-body: ΑΘΗΝΑΙ, 14.— Ὁ εἰδικὸς σύμβουλος τοῦ Γενικοῦ Γραμματέως τοῦ Ο.Η.Ε. ἐν Κύπρῳ θὰ προτείνῃ τὴν Ἕνωσιν ὡς τὴν μόνην βιώσιμον λύσιν τοῦ Κυπριακοῦ προβλήματος. [1003, 404, 1281, 453]
article-body: ΑΘΗΝΑΙ, 14.— Ὁ ὑπουργὸς ἀμύνης κ. Γαρουφαλιᾶς, ἐξέδωσε τὴν ἀκόλουθον ἀνακοίνωσιν: Διεπιστώθη ὅτι ὠρισμένοι στρατιῶται παρασύρονται ὑπὸ ἀνευθύνων προσώπων πρὸς λιποταξίαν. Διετάχθη ἔλεγχος. [717, 763, 987, 824]
headline-thant-advisor: Ο ΕΝ ΚΥΠΡΩ ΣΥΜΒΟΥΛΟΣ ΤΟΥ ΘΑΝΤ ΘΑ ΠΡΟΤΕΙΝΗ ΩΣ ΛΥΣΙΝ ΤΗΝ ΕΝΩΣΙΝ [1055, 601, 1515, 655]
divider [28, 226, 423, 228]
article-body: ΒΗΡΥΤΟΣ, 14. (Ρώυτερ).— Τὸ Ἰρὰκ ἑορτάζει σήμερον τὴν ἐπέτειον τῆς ἐπαναστάσεως. Ἡ κυβέρνησις ἀνεκοίνωσε τὴν ἐθνικοποίησιν ὅλων τῶν τραπεζῶν καὶ τῶν μεγάλων βιομηχανιῶν τῆς χώρας. [1003, 1288, 1281, 1337]
headline-interest-rate: ΗΥΞΗΘΗ Ο ΤΟΚΟΣ ΕΙΣ ΝΟΤ. ΑΦΡΙΚΗΝ [1007, 1182, 1277, 1198]
subheadline: ΔΙΕΤΑΧΘΗ ΛΕΠΤΟΜΕΡΗΣ ΕΛΕΓΧΟΣ [568, 209, 857, 228]
news-columns [439, 306, 987, 673]
article-col-b [229, 1021, 423, 1557]
left-column [28, 70, 423, 2313]
headline-fantahi: Η ΑΓΓΛΙΑ ΑΠΟΦΕΥΓΕΙ ΝΑ ΛΑΒΗ ΘΕΣΙΝ ΔΙΑ ΤΟΝ ΦΑΝΤΑΗ [739, 728, 965, 760]
headline-prosecutor: ΣΥΝΤΡΙΠΤΙΚΑ ΣΤΟΙΧΕΙΑ ΣΤΗΡΙΖΟΥΝ ΤΗΝ ΠΕΙΘΑΡΧΙΚΗΝ ΤΙΜΩΡΙΑΝ ΤΟΥ ΕΙΣΑΓΓΕΛΕΩΣ ΤΟΥ ΑΡ. ΠΑΓΟΥ [36, 805, 415, 910]
article-body: Ὁ ἀριθμὸς τῶν ἀπελαθέντων Ἑλλήνων ὑπηκόων ἀνέρχεται εἰς πολλὰς χιλιάδας. Αἱ ἀπελάσεις συνεχίζονται μὲ ρυθμὸν ταχύτατον. Αἱ περιουσίαι των ἐδεσμεύθησαν, αἱ ἐπιχειρήσεις των ἐκλείσθησαν. Ἡ Κυβέρνησις ἀπευθύνει ἔκκλησιν πρὸς τὴν διεθνῆ κοινὴν γνώμην. [229, 1172, 423, 1270]
subhead: ΑΡΑΙΟΥΣΙΟΣ — ΕΡΜΟΣΕΝ [1351, 384, 1505, 398]
divider [28, 794, 423, 796]
article-body: ΒΕΡΟΛΙΝΟΝ, 14. (Ἀθην. Πρακτ.).— Ἡ Ἀνατολικὴ Γερμανία ἐπιθυμεῖ νὰ διπλασιάσῃ τὰς ἐμπορικὰς συναλλαγάς της μὲ τὴν Ἑλλάδα, ἐδήλωσεν ὁ ὑπεύθυνος τοῦ ἐξωτερικοῦ ἐμπορίου. [439, 1370, 709, 1418]
article-body: ΑΘΗΝΑΙ, 14.— Ἐκ τῆς ἐπιμελοῦς μελέτης τῶν στοιχείων προκύπτει ὅτι ἡ πειθαρχικὴ δίωξις ἦτο ἀπολύτως ἐπιβεβλημένη. Ὁ ὑπουργὸς Δικαιοσύνης ἐδήλωσεν ὅτι ἡ κυβέρνησις ἐκπληροῖ ἐθνικὸν καθῆκον. [229, 1088, 423, 1172]
article-body: ΑΘΗΝΑΙ, 14.— Ὁ εἰδικὸς σύμβουλος τοῦ Γενικοῦ Γραμματέως τοῦ Ο.Η.Ε. ἐν Κύπρῳ θὰ προτείνῃ τὴν Ἕνωσιν ὡς τὴν μόνην βιώσιμον λύσιν τοῦ Κυπριακοῦ προβλήματος. [1003, 869, 1281, 918]
article-greece-denounces [28, 70, 423, 788]
article-body: ΑΘΗΝΑΙ, 14.— Ὁ εἰδικὸς σύμβουλος τοῦ Γενικοῦ Γραμματέως τοῦ Ο.Η.Ε. ἐν Κύπρῳ θὰ προτείνῃ τὴν Ἕνωσιν ὡς τὴν μόνην βιώσιμον λύσιν τοῦ Κυπριακοῦ προβλήματος. [1289, 774, 1567, 822]
article-body: ΑΘΗΝΑΙ, 14.— Ὁ εἰδικὸς σύμβουλος τοῦ Γενικοῦ Γραμματέως τοῦ Ο.Η.Ε. ἐν Κύπρῳ θὰ προτείνῃ τὴν Ἕνωσιν ὡς τὴν μόνην βιώσιμον λύσιν τοῦ Κυπριακοῦ προβλήματος. [1003, 696, 1281, 744]
news-col-b [1289, 658, 1567, 1338]
article-body: Μετὰ λύπην μας καταγγέλλω τὴν συστηματικὴν ἐξωσιν τῶν Ἑλλήνων τῆς Κωνσταντινουπόλεως ἐκ μέρους τῆς τουρκικῆς κυβερνήσεως, κατὰ παράβασιν τῆς συνθήκης τῆς Λωζάννης (1923), τῆς συμφωνίας ἐγκαταστάσεως Ἑλλάδος καὶ Τουρκίας (1930), τοῦ Ἑλληνοτουρκικοῦ Συμφώνου Φιλίας τῶν Ἀθηνῶν. Συνεπείᾳ τῶν ἐνεργειῶν αὐτῶν, αἱ τουρκικαὶ ἀρχαὶ ἐξεδίωξαν ἤδη χιλιάδας οἰκογενειῶν. [229, 543, 423, 689]
headline-persecution: ΔΙΩΓΜΟΝ ΤΩΝ ΟΜΟΓΕΝΩΝ [46, 191, 405, 220]
article-body: Μετὰ λύπην μας καταγγέλλω τὴν συστηματικὴν ἐξωσιν τῶν Ἑλλήνων τῆς Κωνσταντινουπόλεως ἐκ μέρους τῆς τουρκικῆς κυβερνήσεως, κατὰ παράβασιν τῆς συνθήκης τῆς Λωζάννης (1923), τῆς συμφωνίας ἐγκαταστάσεως Ἑλλάδος καὶ Τουρκίας (1930), τοῦ Ἑλληνοτουρκικοῦ Συμφώνου Φιλίας τῶν Ἀθηνῶν. Συνεπείᾳ τῶν ἐνεργειῶν αὐτῶν, αἱ τουρκικαὶ ἀρχαὶ ἐξεδίωξαν ἤδη χιλιάδας οἰκογενειῶν. [28, 446, 221, 591]
headline-trade-greece: τὰς συναλλαγὰς μὲ τὴν Ἑλλάδα [734, 1609, 970, 1658]
headline-greece-denounces: Η Ελλάς καταγγέλλει [78, 70, 373, 161]
article-body: ΑΘΗΝΑΙ, 14.— Ὁ ὑπουργὸς ἀμύνης κ. Γαρουφαλιᾶς, ἐξέδωσε τὴν ἀκόλουθον ἀνακοίνωσιν: Διεπιστώθη ὅτι ὠρισμένοι στρατιῶται παρασύρονται ὑπὸ ἀνευθύνων προσώπων πρὸς λιποταξίαν. Διετάχθη ἔλεγχος. [717, 1253, 987, 1314]
article-body: ΑΘΗΝΑΙ, 14.— Ὁ ὑπουργὸς ἀμύνης κ. Γαρουφαλιᾶς, ἐξέδωσε τὴν ἀκόλουθον ἀνακοίνωσιν: Διεπιστώθη ὅτι ὠρισμένοι στρατιῶται παρασύρονται ὑπὸ ἀνευθύνων προσώπων πρὸς λιποταξίαν. Διετάχθη ἔλεγχος. [439, 497, 709, 557]
article-body: Ὁ ὑπουργὸς Δικαιοσύνης κ. Πολυχρονόπουλος ἀνεκοίνωσεν ὅτι ὁ κ. Φλῶρος ἀπηλλάγη τῶν καθηκόντων του. [229, 1270, 423, 1318]
headline-divorcee-network: ΝΕΑΝΙΣ ΕΝ ΔΙΑΖΕΥΞΕΙ ΗΓΕΙΤΟ ΔΙΚΤΥΟΥ ΜΑΣΤΡΟΠΩΝ ΠΑΡΕΥΡΘΗ ΚΑΤΟΠΙΝ ΜΙΑΣ «ΑΘΗΑΣ» ΔΙΑΣΚΕΔΑΣΕΩΣ [728, 1377, 976, 1442]
headline-phone-monitoring: ΕΠΙ ΚΥΒΕΡΝΗΣΕΩΣ ΚΕΝΤΡΟΥ ΑΠΟΚΛΕΙΕΤΑΙ Η ΠΑΡΑΚΟΛΟΥΘΗΣΙΣ ΤΩΝ ΣΥΝΔΙΑΛΕΞΕΩΝ [461, 309, 687, 378]
subhead: ΑΜΦΙΥΣΣΟΝ ΟΙ ΝΕΓΡΟΙ [1358, 1267, 1498, 1281]
article-col-a [1003, 332, 1281, 588]
headline-geneva-education: ΚΑΤΑΒΑΛΛΟΝΤΑΙ ΠΡΟΣΠΑΘΕΙΑΙ ΕΙΣ ΓΕΝΕΥΗΝ ΟΠΩΣ ΔΙΑΣΩΘΗ ΕΚ ΤΟΥ ΝΑΥΑΓΙΟΥ Η ΔΙΕΘΝΗΣ ΔΙΑΣΚΕΨΙΣ ΕΠΙ ΤΗΣ ΠΑΙΔΕΙΑΣ [717, 1185, 987, 1250]
subhead: ΙΚΑΝΟΙ ΥΠΟΣΤΗΡΙΞΕΩΣ [1357, 518, 1499, 532]
article-body: ΑΘΗΝΑΙ, 14.— Ἐκ τῆς ἐπιμελοῦς μελέτης τῶν στοιχείων προκύπτει ὅτι ἡ πειθαρχικὴ δίωξις ἦτο ἀπολύτως ἐπιβεβλημένη. Ὁ ὑπουργὸς Δικαιοσύνης ἐδήλωσεν ὅτι ἡ κυβέρνησις ἐκπληροῖ ἐθνικὸν καθῆκον. [28, 1020, 221, 1105]
article-col-b [1289, 332, 1567, 588]
article-body: ΑΘΗΝΑΙ, 14.— Ὁ εἰδικὸς σύμβουλος τοῦ Γενικοῦ Γραμματέως τοῦ Ο.Η.Ε. ἐν Κύπρῳ θὰ προτείνῃ τὴν Ἕνωσιν ὡς τὴν μόνην βιώσιμον λύσιν τοῦ Κυπριακοῦ προβλήματος. [1003, 1201, 1281, 1250]
divider [717, 1369, 987, 1371]
headline-spies: ΩΣ ΚΑΤΑΣΚΟΠΟΙ ΘΑ ΔΙΚΑΣΘΟΥΝ ΟΙ ΠΕΝΤΕ ΤΟΥΡΚΟΙ ΣΤΡΑΤΙΩΤΑΙ ΟΙ ΣΥΛΛΗΦΘΕΝΤΕΣ ΕΙΣ ΚΥΠΡΟΝ [1047, 73, 1523, 166]
headline-strangle: ΑΠΕΠΕΙΡΑΘΗ ΝΑ ΣΤΡΑΓΓΑΛΙΣΗ ΣΥΝΑΔΕΛΦΟΝ ΤΟΥ [717, 924, 987, 967]
divider [1289, 1117, 1567, 1119]
article-body: Ὁ ὑπουργὸς Δικαιοσύνης κ. Πολυχρονόπουλος ἀνεκοίνωσεν ὅτι ὁ κ. Φλῶρος ἀπηλλάγη τῶν καθηκόντων του. [229, 1020, 423, 1069]
article-body: ΒΕΡΟΛΙΝΟΝ, 14. (Ἀθην. Πρακτ.).— Ἡ Ἀνατολικὴ Γερμανία ἐπιθυμεῖ νὰ διπλασιάσῃ τὰς ἐμπορικὰς συναλλαγάς της μὲ τὴν Ἑλλάδα, ἐδήλωσεν ὁ ὑπεύθυνος τοῦ ἐξωτερικοῦ ἐμπορίου. [717, 1743, 987, 1792]
headline-sombe: Ο ΣΟΜΠΕ ΣΥΝΙΣΤΑ ΣΥΜΦΩΝΙΑΝ ΕΙΡΗΝΕΥΣΕΩΣ [1027, 748, 1257, 780]
news-col-a [439, 1030, 709, 1852]
divider [1003, 171, 1567, 173]
headline-appeal: ΚΑΙ ΑΠΕΥΘΥΝΕΙ ΝΕΑΝ ΕΚΚΛΗΣΙΝ ΕΙΣ ΟΛΟΚΛΗΡΟΝ ΤΟΝ ΚΟΣΜΟΝ ΝΑ ΣΤΙΓΜΑΤΙΣΗ ΤΗΝ ΑΓΚΥΡΑΝ [43, 232, 408, 372]
article-body: ΑΘΗΝΑΙ, 14.— Ὁ ὑπουργὸς ἀμύνης κ. Γαρουφαλιᾶς, ἐξέδωσε τὴν ἀκόλουθον ἀνακοίνωσιν: Διεπιστώθη ὅτι ὠρισμένοι στρατιῶται παρασύρονται ὑπὸ ἀνευθύνων προσώπων πρὸς λιποταξίαν. Διετάχθη ἔλεγχος. [717, 969, 987, 1030]
divider [717, 1178, 987, 1180]
article-body: ΑΘΗΝΑΙ, 14.— Ὁ εἰδικὸς σύμβουλος τοῦ Γενικοῦ Γραμματέως τοῦ Ο.Η.Ε. ἐν Κύπρῳ θὰ προτείνῃ τὴν Ἕνωσιν ὡς τὴν μόνην βιώσιμον λύσιν τοῦ Κυπριακοῦ προβλήματος. [1289, 467, 1567, 514]
article-col-a [28, 447, 221, 789]
headline-goldwater: ΠΑΡΑ ΤΑΣ ΣΚΛΗΡΑΣ ΠΡΟΣΠΑΘΕΙΑΣ ΤΟΥ κ. ΣΚΡΑΝΤΟΝ Ο κ. ΓΚΟΛΝΤΟΥΓΟΤΕΡ ΕΧΕΙ ΕΞΑΣΦΑΛΙΣΕΙ ΤΑΣ ΨΗΦΟΥΣ ΔΙΑ ΤΟ ΧΡΙΣΜΑ ΤΩΝ ΡΕΠΟΥΜΠΛΙΚΑΝΩΝ [1291, 1124, 1565, 1210]
article-prosecutor [28, 802, 423, 1556]
headline-libya-bases: Η ΑΜΕΡΙΚΗ ΜΕΛΕΤΑ ΤΟ ΘΕΜΑ ΤΩΝ ΒΑΣΕΩΝ ΕΙΣ ΤΗΝ ΛΙΒΥΗΝ [447, 1235, 701, 1267]
